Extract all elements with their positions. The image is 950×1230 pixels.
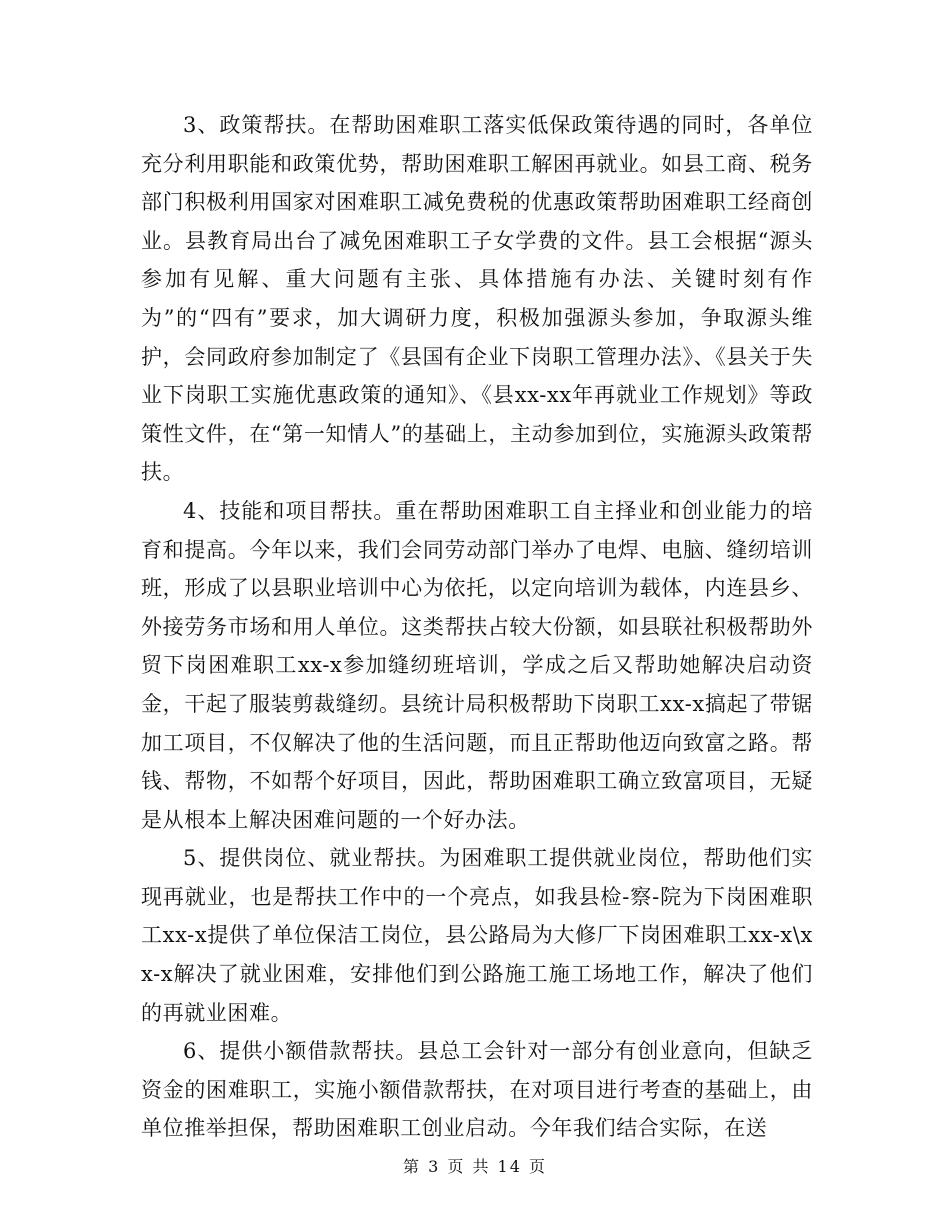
document-body xyxy=(141,106,813,1148)
paragraph-microloan-assistance: 6、提供小额借款帮扶。县总工会针对一部分有创业意向，但缺乏资金的困难职工，实施小额借款帮扶，在对项目进行考查的基础上，由单位推举担保，帮助困难职工创业启动。今年我们结合实际，在送 xyxy=(141,1039,813,1141)
page-number-footer: 第 3 页 共 14 页 xyxy=(403,1157,547,1176)
paragraph-job-placement-assistance: 5、提供岗位、就业帮扶。为困难职工提供就业岗位，帮助他们实现再就业，也是帮扶工作中的一个亮点，如我县检-察-院为下岗困难职工xx-x提供了单位保洁工岗位，县公路局为大修厂下岗困难职工xx-x\xx-x解决了就业困难，安排他们到公路施工施工场地工作，解决了他们的再就业困难。 xyxy=(141,846,813,1025)
paragraph-skills-project-assistance: 4、技能和项目帮扶。重在帮助困难职工自主择业和创业能力的培育和提高。今年以来，我们会同劳动部门举办了电焊、电脑、缝纫培训班，形成了以县职业培训中心为依托，以定向培训为载体，内连县乡、外接劳务市场和用人单位。这类帮扶占较大份额，如县联社积极帮助外贸下岗困难职工xx-x参加缝纫班培训，学成之后又帮助她解决启动资金，干起了服装剪裁缝纫。县统计局积极帮助下岗职工xx-x搞起了带锯加工项目，不仅解决了他的生活问题，而且正帮助他迈向致富之路。帮钱、帮物，不如帮个好项目，因此，帮助困难职工确立致富项目，无疑是从根本上解决困难问题的一个好办法。 xyxy=(141,498,813,832)
paragraph-policy-assistance: 3、政策帮扶。在帮助困难职工落实低保政策待遇的同时，各单位充分利用职能和政策优势，帮助困难职工解困再就业。如县工商、税务部门积极利用国家对困难职工减免费税的优惠政策帮助困难职工经商创业。县教育局出台了减免困难职工子女学费的文件。县工会根据“源头参加有见解、重大问题有主张、具体措施有办法、关键时刻有作为”的“四有”要求，加大调研力度，积极加强源头参加，争取源头维护，会同政府参加制定了《县国有企业下岗职工管理办法》、《县关于失业下岗职工实施优惠政策的通知》、《县xx-xx年再就业工作规划》等政策性文件，在“第一知情人”的基础上，主动参加到位，实施源头政策帮扶。 xyxy=(141,113,813,485)
